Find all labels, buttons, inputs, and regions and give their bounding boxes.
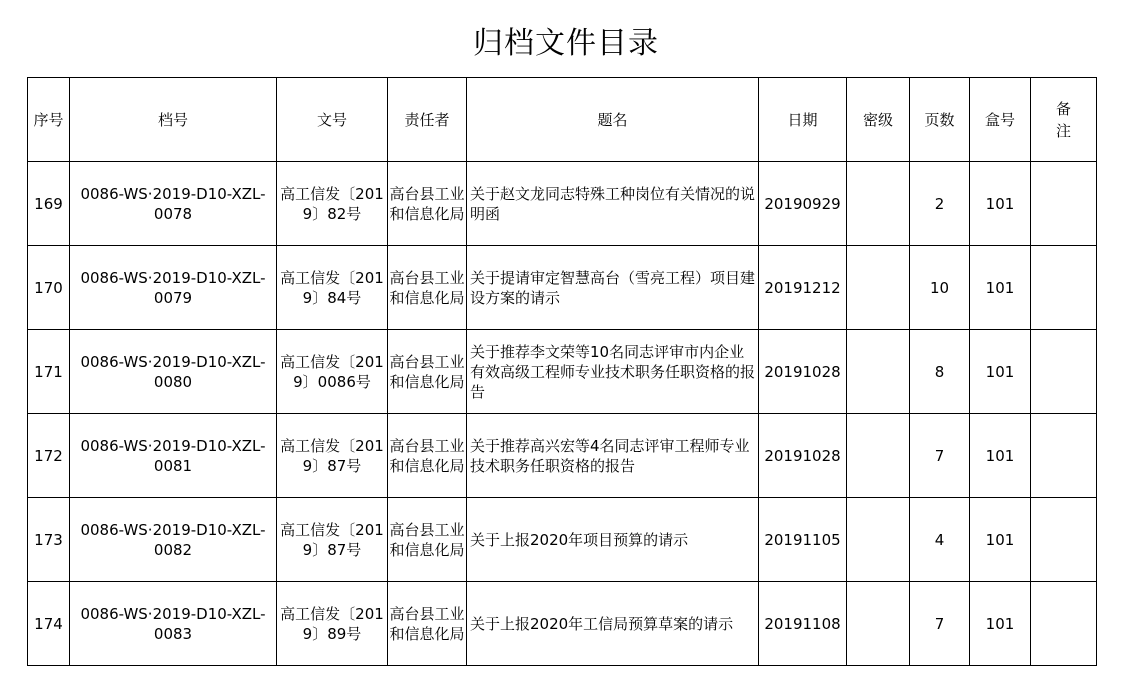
header-remarks <box>1031 78 1097 162</box>
cell-pages: 8 <box>910 330 970 414</box>
cell-subject: 关于上报2020年工信局预算草案的请示 <box>467 582 759 666</box>
cell-subject: 关于赵文龙同志特殊工种岗位有关情况的说明函 <box>467 162 759 246</box>
table-row <box>28 162 1097 246</box>
cell-responsible: 高台县工业和信息化局 <box>388 162 467 246</box>
table-row <box>28 330 1097 414</box>
cell-doc-no: 高工信发〔2019〕87号 <box>277 498 388 582</box>
header-doc-no: 文号 <box>277 78 388 162</box>
cell-seq: 171 <box>28 330 70 414</box>
table-row <box>28 582 1097 666</box>
header-box: 盒号 <box>970 78 1031 162</box>
archive-catalog-table <box>27 77 1097 666</box>
cell-box: 101 <box>970 162 1031 246</box>
table-header-row <box>28 78 1097 162</box>
cell-security <box>847 330 910 414</box>
cell-archive-no: 0086-WS·2019-D10-XZL-0080 <box>70 330 277 414</box>
cell-pages: 7 <box>910 414 970 498</box>
header-pages: 页数 <box>910 78 970 162</box>
cell-box: 101 <box>970 330 1031 414</box>
cell-security <box>847 414 910 498</box>
cell-responsible: 高台县工业和信息化局 <box>388 330 467 414</box>
cell-subject: 关于推荐高兴宏等4名同志评审工程师专业技术职务任职资格的报告 <box>467 414 759 498</box>
header-security: 密级 <box>847 78 910 162</box>
cell-remarks <box>1031 162 1097 246</box>
cell-archive-no: 0086-WS·2019-D10-XZL-0078 <box>70 162 277 246</box>
cell-box: 101 <box>970 246 1031 330</box>
cell-pages: 2 <box>910 162 970 246</box>
cell-security <box>847 246 910 330</box>
table-row <box>28 498 1097 582</box>
cell-pages: 7 <box>910 582 970 666</box>
cell-remarks <box>1031 498 1097 582</box>
header-remarks-label: 备注 <box>1055 99 1071 140</box>
cell-responsible: 高台县工业和信息化局 <box>388 498 467 582</box>
header-seq: 序号 <box>28 78 70 162</box>
cell-remarks <box>1031 246 1097 330</box>
cell-seq: 172 <box>28 414 70 498</box>
cell-seq: 169 <box>28 162 70 246</box>
cell-pages: 10 <box>910 246 970 330</box>
cell-subject: 关于推荐李文荣等10名同志评审市内企业有效高级工程师专业技术职务任职资格的报告 <box>467 330 759 414</box>
cell-archive-no: 0086-WS·2019-D10-XZL-0079 <box>70 246 277 330</box>
cell-responsible: 高台县工业和信息化局 <box>388 246 467 330</box>
cell-doc-no: 高工信发〔2019〕0086号 <box>277 330 388 414</box>
cell-doc-no: 高工信发〔2019〕84号 <box>277 246 388 330</box>
cell-box: 101 <box>970 414 1031 498</box>
table-row <box>28 414 1097 498</box>
cell-security <box>847 582 910 666</box>
header-subject: 题名 <box>467 78 759 162</box>
cell-archive-no: 0086-WS·2019-D10-XZL-0083 <box>70 582 277 666</box>
cell-doc-no: 高工信发〔2019〕89号 <box>277 582 388 666</box>
cell-date: 20191028 <box>759 414 847 498</box>
header-date: 日期 <box>759 78 847 162</box>
cell-date: 20191212 <box>759 246 847 330</box>
cell-pages: 4 <box>910 498 970 582</box>
cell-doc-no: 高工信发〔2019〕87号 <box>277 414 388 498</box>
cell-subject: 关于上报2020年项目预算的请示 <box>467 498 759 582</box>
cell-date: 20191028 <box>759 330 847 414</box>
cell-box: 101 <box>970 582 1031 666</box>
cell-seq: 173 <box>28 498 70 582</box>
cell-box: 101 <box>970 498 1031 582</box>
cell-archive-no: 0086-WS·2019-D10-XZL-0082 <box>70 498 277 582</box>
page-title: 归档文件目录 <box>473 26 659 61</box>
cell-seq: 174 <box>28 582 70 666</box>
cell-responsible: 高台县工业和信息化局 <box>388 414 467 498</box>
header-responsible: 责任者 <box>388 78 467 162</box>
cell-responsible: 高台县工业和信息化局 <box>388 582 467 666</box>
cell-date: 20190929 <box>759 162 847 246</box>
cell-seq: 170 <box>28 246 70 330</box>
cell-security <box>847 498 910 582</box>
cell-subject: 关于提请审定智慧高台（雪亮工程）项目建设方案的请示 <box>467 246 759 330</box>
cell-date: 20191108 <box>759 582 847 666</box>
cell-remarks <box>1031 414 1097 498</box>
cell-archive-no: 0086-WS·2019-D10-XZL-0081 <box>70 414 277 498</box>
cell-remarks <box>1031 330 1097 414</box>
cell-remarks <box>1031 582 1097 666</box>
cell-date: 20191105 <box>759 498 847 582</box>
header-archive-no: 档号 <box>70 78 277 162</box>
table-row <box>28 246 1097 330</box>
cell-doc-no: 高工信发〔2019〕82号 <box>277 162 388 246</box>
cell-security <box>847 162 910 246</box>
